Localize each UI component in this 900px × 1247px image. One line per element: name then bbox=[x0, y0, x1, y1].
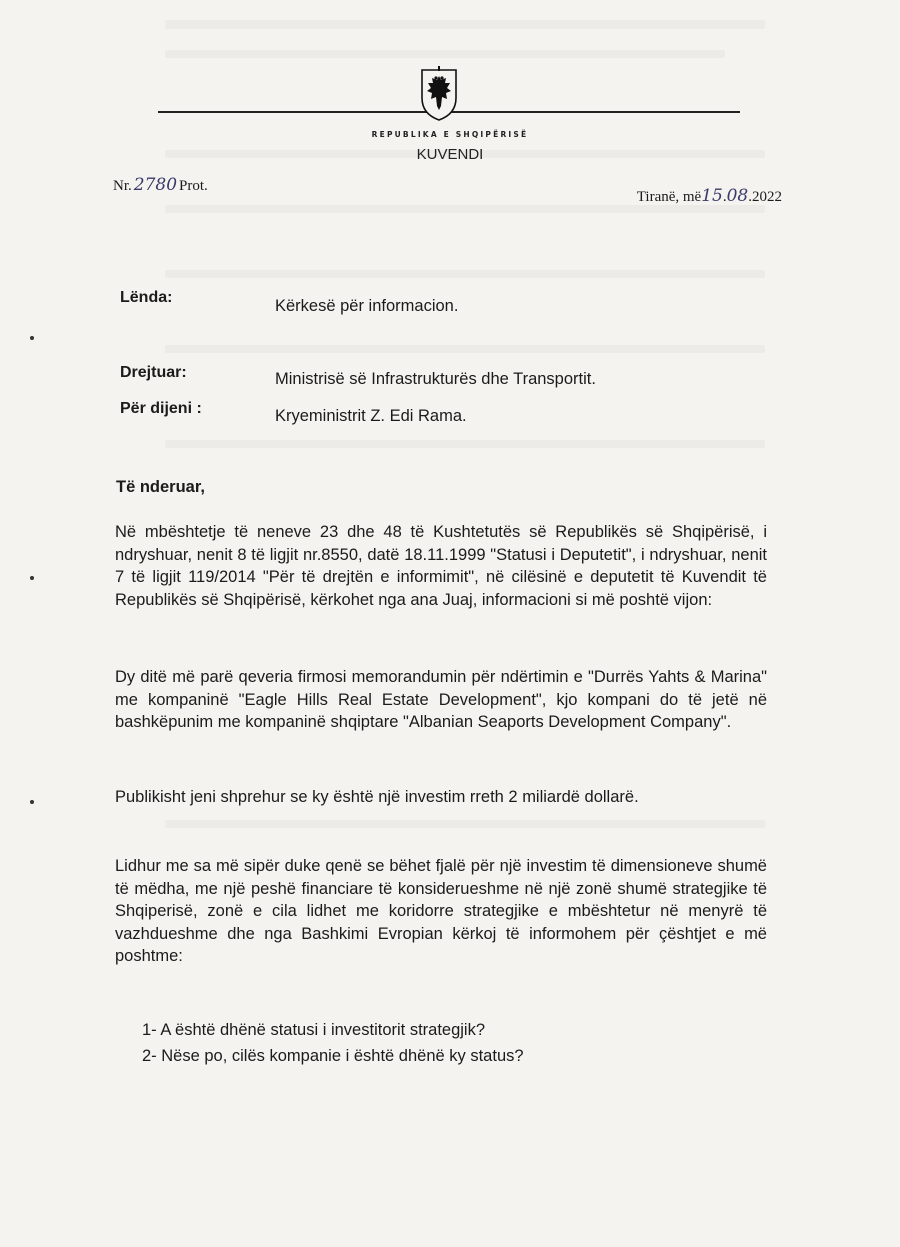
margin-dot bbox=[30, 576, 34, 580]
bleed-through-mark bbox=[165, 820, 765, 828]
subject-value: Kërkesë për informacion. bbox=[275, 297, 459, 315]
paragraph-legal-basis: Në mbështetje të neneve 23 dhe 48 të Kushtetutës së Republikës së Shqipërisë, i ndryshuar, nenit 8 të ligjit nr.8550, datë 18.11.1999 "Statusi i Deputetit", i ndryshuar, nenit 7 të ligjit 119/2014 "Për të drejtën e informimit", në cilësinë e deputetit të Kuvendit të Republikës së Shqipërisë, kërkohet nga ana Juaj, informacioni si më poshtë vijon: bbox=[115, 523, 767, 609]
date-month: 08 bbox=[726, 186, 749, 206]
date-day: 15 bbox=[701, 186, 723, 206]
protocol-suffix: Prot. bbox=[179, 178, 208, 194]
date-separator: . bbox=[722, 189, 727, 205]
bleed-through-mark bbox=[165, 20, 765, 29]
republic-name: REPUBLIKA E SHQIPËRISË bbox=[371, 130, 529, 139]
paragraph-investment: Publikisht jeni shprehur se ky është një investim rreth 2 miliardë dollarë. bbox=[115, 788, 639, 806]
date-prefix: Tiranë, më bbox=[636, 189, 702, 205]
paragraph-memorandum: Dy ditë më parë qeveria firmosi memorandumin për ndërtimin e "Durrës Yahts & Marina" me kompaninë "Eagle Hills Real Estate Development", kjo kompani do të jetë në bashkëpunim me kompaninë shqiptare "Albanian Seaports Development Company". bbox=[115, 668, 767, 731]
cc-label: Për dijeni : bbox=[120, 400, 202, 417]
question-item: 1- A është dhënë statusi i investitorit strategjik? bbox=[142, 1021, 486, 1039]
question-item: 2- Nëse po, cilës kompanie i është dhënë ky status? bbox=[142, 1047, 524, 1065]
margin-dot bbox=[30, 336, 34, 340]
subject-label: Lënda: bbox=[120, 289, 173, 306]
date-year: .2022 bbox=[748, 189, 782, 205]
margin-dot bbox=[30, 800, 34, 804]
greeting: Të nderuar, bbox=[116, 478, 205, 496]
paragraph-request: Lidhur me sa më sipër duke qenë se bëhet fjalë për një investim të dimensioneve shumë të mëdha, me një peshë financiare të konsiderueshme në një zonë shumë strategjike të Shqiperisë, zonë e cila lidhet me koridorre strategjike e mbështetur në menyrë të vazhdueshme dhe nga Bashkimi Evropian kërkoj të informohem për çështjet e më poshtme: bbox=[115, 857, 767, 965]
bleed-through-mark bbox=[165, 270, 765, 278]
document-date bbox=[637, 186, 782, 206]
bleed-through-mark bbox=[165, 50, 725, 58]
protocol-prefix: Nr. bbox=[113, 178, 132, 194]
addressed-value: Ministrisë së Infrastrukturës dhe Transportit. bbox=[275, 370, 596, 388]
institution-name: KUVENDI bbox=[416, 146, 484, 163]
bleed-through-mark bbox=[165, 440, 765, 448]
protocol-number bbox=[113, 175, 208, 195]
bleed-through-mark bbox=[165, 205, 765, 213]
protocol-number-handwritten: 2780 bbox=[133, 175, 178, 195]
addressed-label: Drejtuar: bbox=[120, 364, 187, 381]
cc-value: Kryeministrit Z. Edi Rama. bbox=[275, 407, 467, 425]
bleed-through-mark bbox=[165, 345, 765, 353]
albania-eagle-emblem-icon bbox=[419, 64, 459, 122]
